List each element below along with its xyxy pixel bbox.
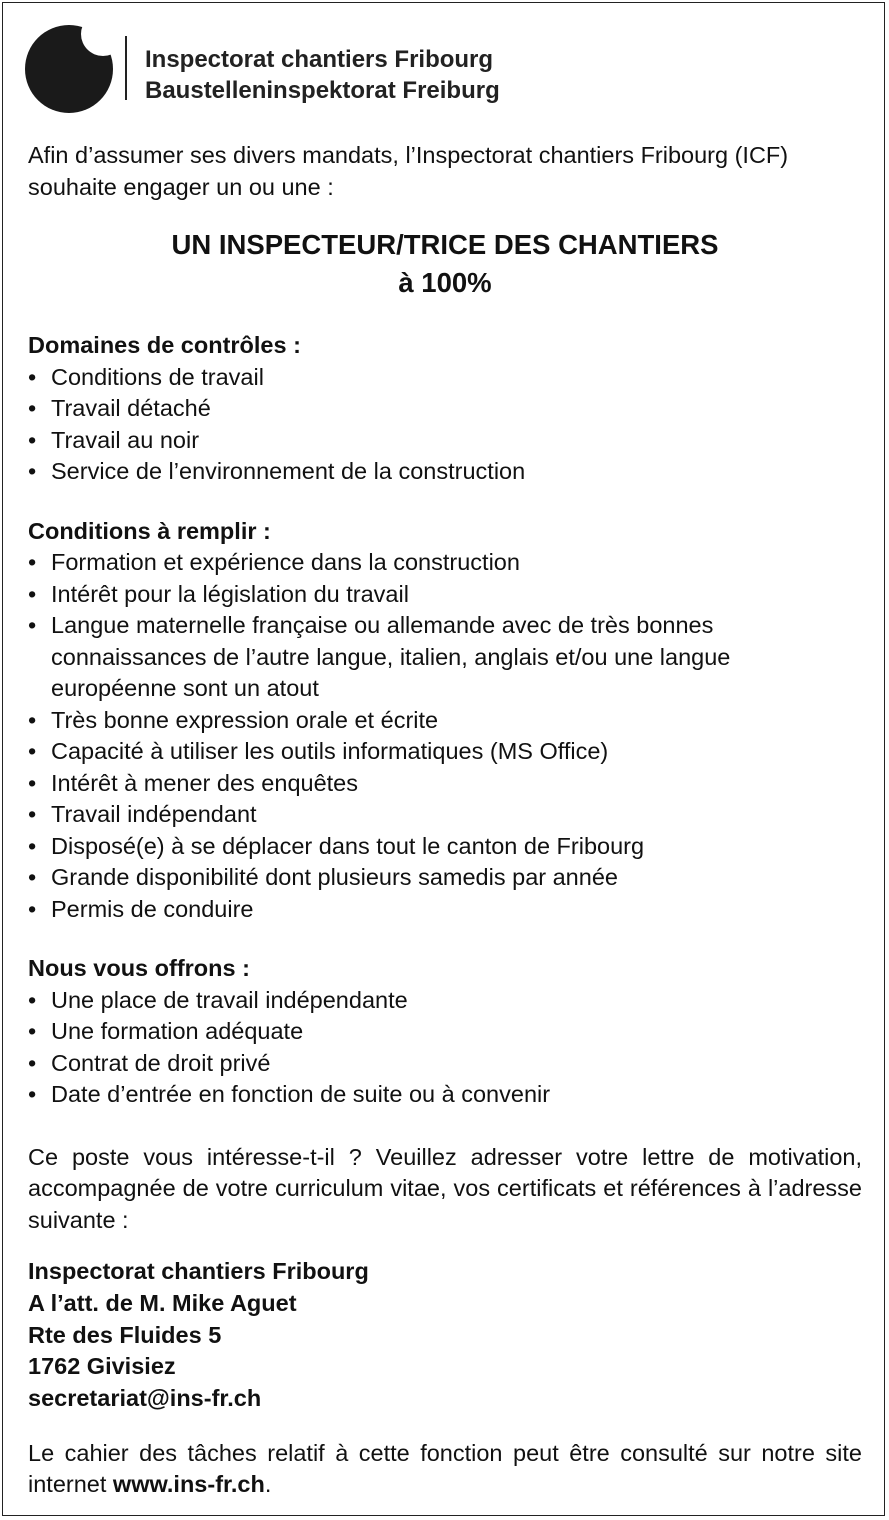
domaine-item: • Service de l’environnement de la construction — [28, 456, 862, 488]
conditions-title: Conditions à remplir : — [28, 517, 271, 544]
logo-divider — [125, 36, 127, 100]
offre-item: • Une place de travail indépendante — [28, 985, 862, 1017]
job-headline — [28, 226, 862, 302]
domaines-list — [28, 362, 862, 488]
domaine-item: • Conditions de travail — [28, 362, 862, 394]
condition-item: • Très bonne expression orale et écrite — [28, 705, 862, 737]
footer-period: . — [264, 1471, 272, 1498]
ad-content — [28, 140, 862, 1501]
address-org: Inspectorat chantiers Fribourg — [28, 1258, 369, 1284]
intro-text: Afin d’assumer ses divers mandats, l’Inspectorat chantiers Fribourg (ICF) souhaite engager un ou une : — [28, 142, 789, 200]
domaine-item: • Travail détaché — [28, 393, 862, 425]
website-link[interactable]: www.ins-fr.ch — [112, 1471, 265, 1498]
condition-item: • Disposé(e) à se déplacer dans tout le canton de Fribourg — [28, 831, 862, 863]
offre-item: • Une formation adéquate — [28, 1016, 862, 1048]
organization-name — [145, 44, 500, 106]
offre-title: Nous vous offrons : — [28, 955, 250, 981]
address-street: Rte des Fluides 5 — [28, 1321, 222, 1348]
condition-item: • Travail indépendant — [28, 799, 862, 831]
condition-item: • Langue maternelle française ou allemande avec de très bonnes connaissances de l’autre langue, italien, anglais et/ou une langue européenne sont un atout — [28, 610, 862, 705]
offre-list — [28, 985, 862, 1111]
domaine-item: • Travail au noir — [28, 425, 862, 457]
icf-logo-circle-icon — [24, 22, 119, 114]
contact-address — [28, 1256, 862, 1415]
org-name-de: Baustelleninspektorat Freiburg — [145, 77, 500, 104]
condition-item: • Intérêt à mener des enquêtes — [28, 768, 862, 800]
conditions-list — [28, 547, 862, 925]
condition-item: • Formation et expérience dans la construction — [28, 547, 862, 579]
closing-text: Ce poste vous intéresse-t-il ? Veuillez adresser votre lettre de motivation, accompagnée de votre curriculum vitae, vos certificats et références à l’adresse suivante : — [28, 1143, 862, 1233]
offre-item: • Date d’entrée en fonction de suite ou à convenir — [28, 1079, 862, 1111]
condition-item: • Grande disponibilité dont plusieurs samedis par année — [28, 862, 862, 894]
address-attn: A l’att. de M. Mike Aguet — [28, 1289, 297, 1316]
footer-text — [28, 1438, 862, 1501]
contact-email[interactable]: secretariat@ins-fr.ch — [28, 1385, 262, 1412]
domaines-title: Domaines de contrôles : — [28, 332, 301, 358]
job-percentage: à 100% — [398, 267, 492, 298]
org-name-fr: Inspectorat chantiers Fribourg — [145, 46, 494, 73]
footer-sentence: Le cahier des tâches relatif à cette fonction peut être consulté sur notre site internet — [28, 1439, 862, 1498]
condition-item: • Capacité à utiliser les outils informatiques (MS Office) — [28, 736, 862, 768]
offre-item: • Contrat de droit privé — [28, 1048, 862, 1080]
address-city: 1762 Givisiez — [28, 1353, 176, 1380]
condition-item: • Permis de conduire — [28, 894, 862, 926]
condition-item: • Intérêt pour la législation du travail — [28, 579, 862, 611]
job-title: UN INSPECTEUR/TRICE DES CHANTIERS — [171, 229, 719, 260]
